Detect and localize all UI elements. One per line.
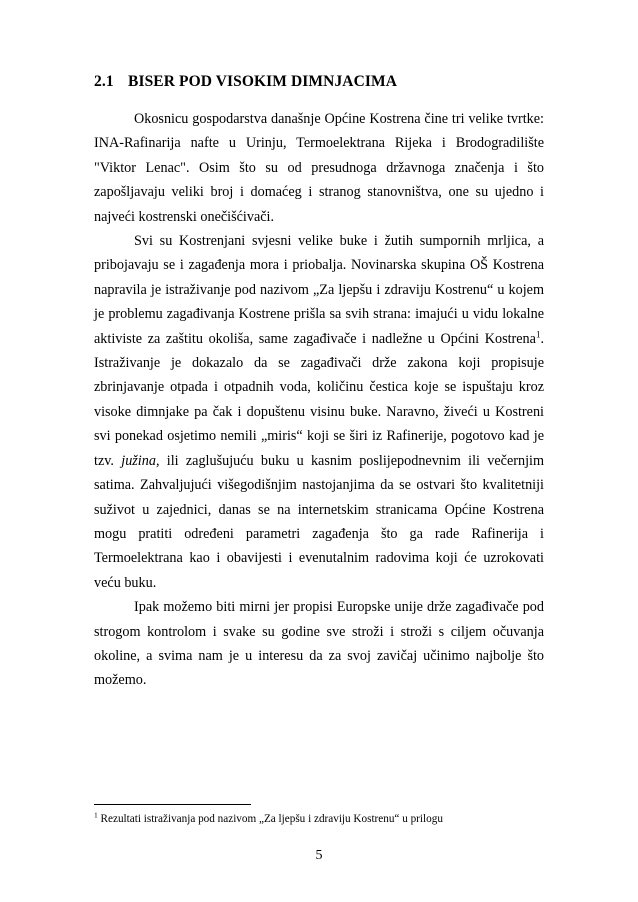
paragraph-2-part-b: . Istraživanje je dokazalo da se zagađivači drže zakona koji propisuje zbrinjavanje otpada i otpadnih voda, količinu čestica koje se ispuštaju kroz visoke dimnjake pa čak i dopuštenu visinu buke. Naravno, živeći u Kostreni svi ponekad osjetimo nemili „miris“ koji se širi iz Rafinerije, pogotovo kad je tzv.	[94, 330, 544, 469]
paragraph-1: Okosnicu gospodarstva današnje Općine Kostrena čine tri velike tvrtke: INA-Rafinarija nafte u Urinju, Termoelektrana Rijeka i Brodogradilište "Viktor Lenac". Osim što su od presudnoga državnoga značenja i što zapošljavaju veliki broj i domaćeg i stranog stanovništva, one su ujedno i najveći kostrenski onečišćivači.	[94, 111, 544, 225]
page-number: 5	[315, 848, 323, 863]
paragraph-3: Ipak možemo biti mirni jer propisi Europske unije drže zagađivače pod strogom kontrolom i svake su godine sve stroži i stroži s ciljem očuvanja okoline, a svima nam je u interesu da za svoj zavičaj učinimo najbolje što možemo.	[94, 599, 544, 689]
footnote-marker: 1	[94, 810, 98, 820]
footnote-separator	[94, 804, 251, 805]
footnote-text: Rezultati istraživanja pod nazivom „Za ljepšu i zdraviju Kostrenu“ u prilogu	[97, 813, 443, 825]
footnote	[94, 810, 443, 825]
section-title: BISER POD VISOKIM DIMNJACIMA	[128, 73, 398, 90]
paragraph-2	[94, 229, 544, 595]
body-text	[94, 107, 544, 693]
paragraph-2-part-a: Svi su Kostrenjani svjesni velike buke i žutih sumpornih mrljica, a pribojavaju se i zagađenja mora i priobalja. Novinarska skupina OŠ Kostrena napravila je istraživanje pod nazivom „Za ljepšu i zdraviju Kostrenu“ u kojem je problemu zagađivanja Kostrene prišla sa svih strana: imajući u vidu lokalne aktiviste za zaštitu okoliša, same zagađivače i nadležne u Općini Kostrena	[94, 233, 544, 347]
paragraph-2-part-c: , ili zaglušujuću buku u kasnim poslijepodnevnim ili večernjim satima. Zahvaljujući višegodišnjim nastojanjima da se ostvari što kvalitetniji suživot u zajednici, danas se na internetskim stranicama Općine Kostrena mogu pratiti određeni parametri zagađenja što ga rade Rafinerija i Termoelektrana kao i obavijesti i evenutalnim radovima koji će uzrokovati veću buku.	[94, 452, 544, 591]
footnote-reference: 1	[535, 328, 541, 339]
section-number: 2.1	[94, 73, 114, 90]
paragraph-2-italic-term: južina	[121, 452, 156, 469]
section-heading	[94, 73, 397, 91]
